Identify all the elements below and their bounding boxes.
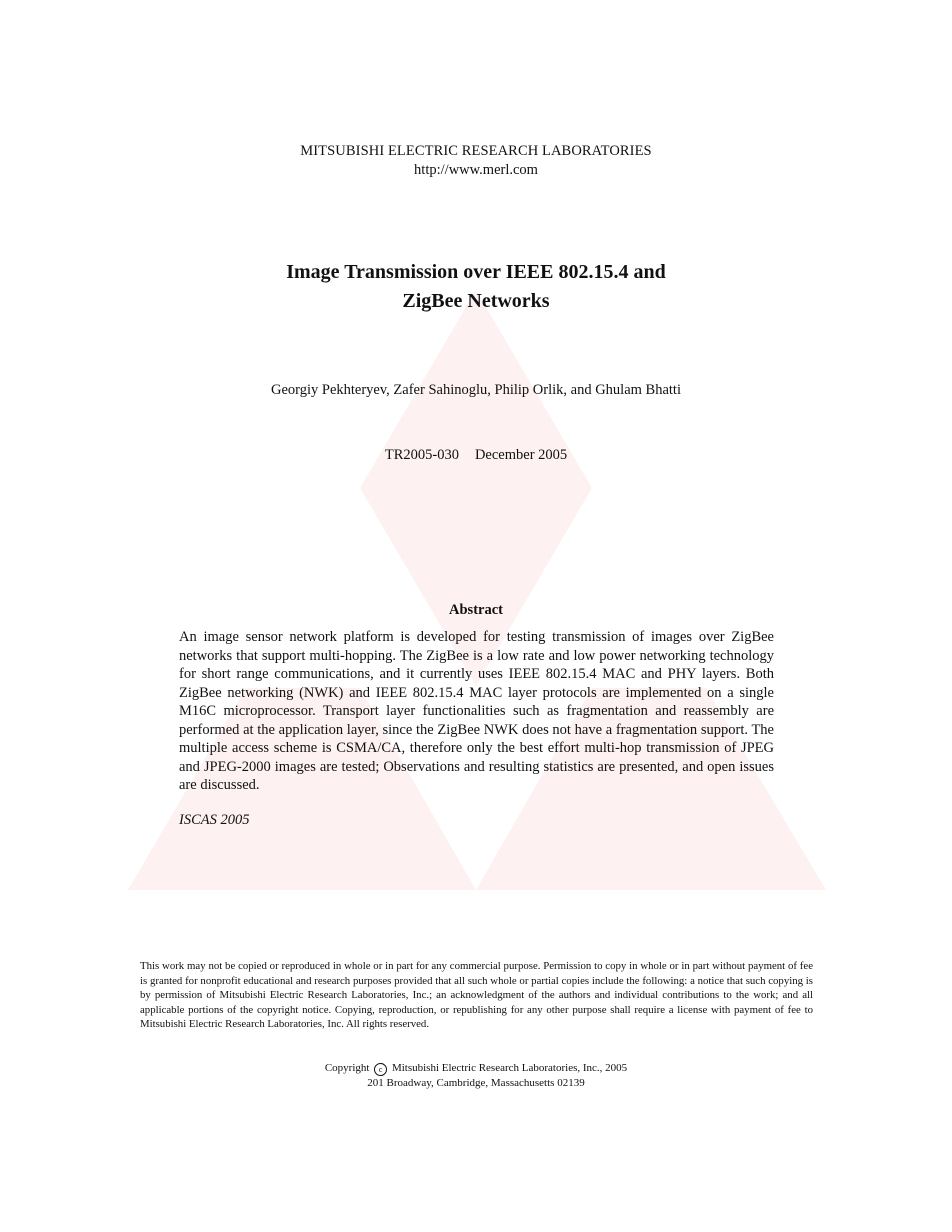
copyright-symbol-icon: c <box>374 1063 387 1076</box>
copyright-holder: Mitsubishi Electric Research Laboratories, Inc., 2005 <box>391 1062 628 1074</box>
lab-url: http://www.merl.com <box>414 162 538 178</box>
report-number: TR2005-030 <box>384 447 459 463</box>
report-date: December 2005 <box>474 447 568 463</box>
report-info <box>0 447 952 464</box>
copyright-line <box>0 1062 952 1076</box>
authors: Georgiy Pekhteryev, Zafer Sahinoglu, Philip Orlik, and Ghulam Bhatti <box>271 382 681 398</box>
abstract-heading: Abstract <box>449 602 503 618</box>
copyright-notice: This work may not be copied or reproduced in whole or in part for any commercial purpose. Permission to copy in whole or in part without payment of fee is granted for nonprofit educational and research purposes provided that all such whole or partial copies include the following: a notice that such copying is by permission of Mitsubishi Electric Research Laboratories, Inc.; an acknowledgment of the authors and individual contributions to the work; and all applicable portions of the copyright notice. Copying, reproduction, or republishing for any other purpose shall require a license with payment of fee to Mitsubishi Electric Research Laboratories, Inc. All rights reserved. <box>140 960 813 1031</box>
paper-title <box>0 258 952 316</box>
venue: ISCAS 2005 <box>179 812 250 828</box>
abstract-text: An image sensor network platform is developed for testing transmission of images over ZigBee networks that support multi-hopping. The ZigBee is a low rate and low power networking technology for short range communications, and it currently uses IEEE 802.15.4 MAC and PHY layers. Both ZigBee networking (NWK) and IEEE 802.15.4 MAC layer protocols are implemented on a single M16C microprocessor. Transport layer functionalities such as fragmentation and reassembly are performed at the application layer, since the ZigBee NWK does not have a fragmentation support. The multiple access scheme is CSMA/CA, therefore only the best effort multi-hop transmission of JPEG and JPEG-2000 images are tested; Observations and resulting statistics are presented, and open issues are discussed. <box>179 629 774 793</box>
lab-name: MITSUBISHI ELECTRIC RESEARCH LABORATORIES <box>300 143 652 159</box>
copyright-prefix: Copyright <box>324 1062 370 1074</box>
title-line-2: ZigBee Networks <box>402 290 550 312</box>
lab-address: 201 Broadway, Cambridge, Massachusetts 02139 <box>367 1077 585 1089</box>
title-line-1: Image Transmission over IEEE 802.15.4 and <box>286 261 666 283</box>
